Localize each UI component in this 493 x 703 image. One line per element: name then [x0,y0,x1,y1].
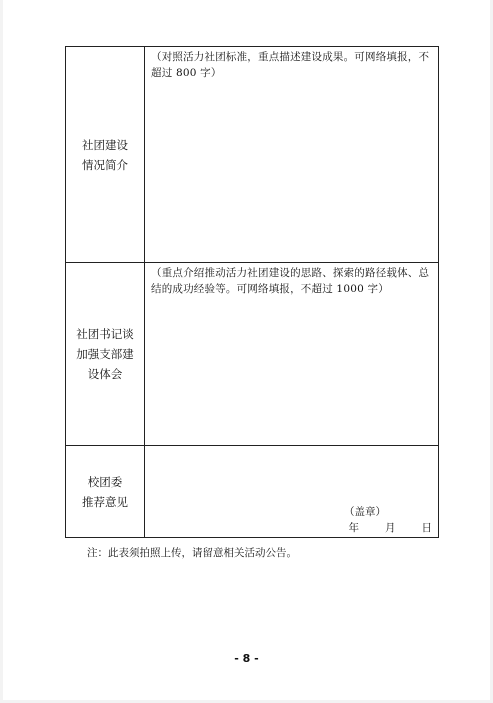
table-row [66,446,439,538]
label-line: 推荐意见 [82,494,128,509]
secretary-talk-label [66,263,145,446]
label-line: 加强支部建 [76,347,134,361]
club-construction-field[interactable] [145,47,439,263]
label-line: 社团书记谈 [76,327,134,341]
club-construction-label [66,47,145,263]
application-form-table [65,46,439,538]
date-day: 日 [421,522,432,534]
stamp-text: （盖章） [344,506,386,518]
table-row [66,263,439,446]
field-hint: （重点介绍推动活力社团建设的思路、探索的路径载体、总结的成功经验等。可网络填报，不超过 1000 字） [151,267,430,295]
label-line: 情况简介 [82,157,128,172]
date-month: 月 [385,522,396,534]
field-hint: （对照活力社团标准，重点描述建设成果。可网络填报，不超过 800 字） [151,51,430,79]
page-number: - 8 - [234,652,259,665]
secretary-talk-field[interactable] [145,263,439,446]
table-row [66,47,439,263]
label-line: 设体会 [87,367,123,381]
label-line: 校团委 [87,474,123,489]
recommendation-field[interactable] [145,446,439,538]
recommendation-label [66,446,145,538]
date-line [349,520,433,535]
document-page [3,0,490,700]
date-year: 年 [348,522,359,534]
label-line: 社团建设 [82,137,128,152]
footnote: 注：此表须拍照上传，请留意相关活动公告。 [87,547,297,559]
